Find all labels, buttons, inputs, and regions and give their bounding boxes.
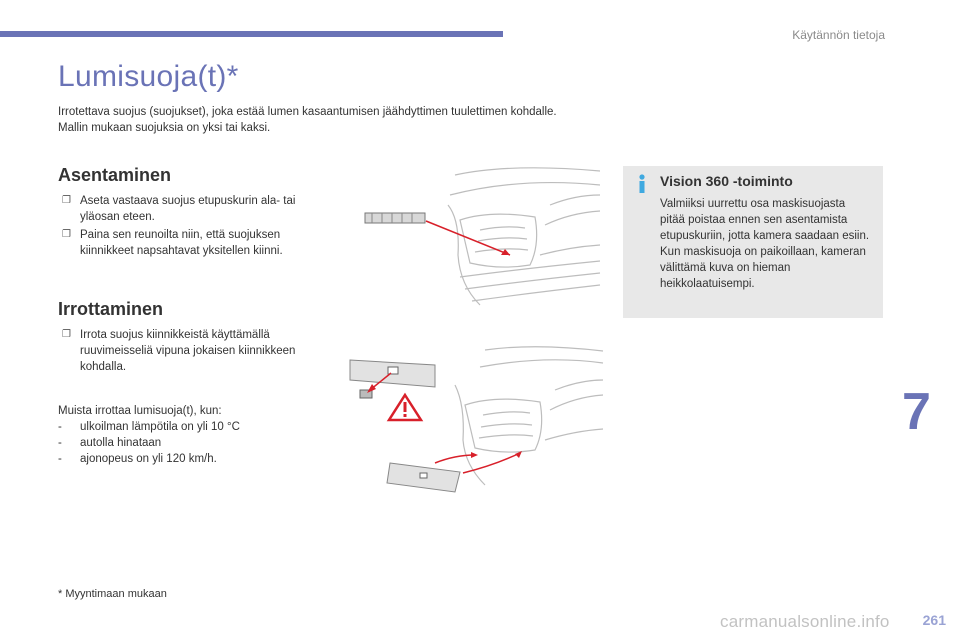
intro-line: Mallin mukaan suojuksia on yksi tai kaksi.: [58, 122, 271, 134]
square-bullet-icon: ❐: [62, 229, 71, 240]
step-text: Paina sen reunoilta niin, että suojuksen kiinnikkeet napsahtavat yksitellen kiinni.: [80, 229, 283, 257]
remove-step: [62, 327, 324, 375]
info-body: [660, 196, 872, 292]
step-text: Aseta vastaava suojus etupuskurin ala- tai yläosan eteen.: [80, 195, 296, 223]
footnote: * Myyntimaan mukaan: [58, 588, 167, 600]
square-bullet-icon: ❐: [62, 195, 71, 206]
snow-guard-part: [365, 213, 425, 223]
grille-panel: [350, 360, 435, 398]
conditions-list: [58, 403, 308, 467]
condition-item: - ajonopeus on yli 120 km/h.: [58, 453, 217, 465]
intro-text: [58, 104, 618, 136]
info-paragraph: Kun maskisuoja on paikoillaan, kameran välittämä kuva on hieman heikkolaatuisempi.: [660, 246, 866, 290]
section-header: Käytännön tietoja: [792, 28, 885, 42]
watermark: carmanualsonline.info: [720, 612, 890, 631]
page-title: Lumisuoja(t)*: [58, 60, 239, 93]
info-icon: [635, 174, 649, 194]
intro-line: Irrotettava suojus (suojukset), joka estää lumen kasaantumisen jäähdyttimen tuulettimen kohdalle.: [58, 106, 557, 118]
install-step: [62, 193, 324, 225]
chapter-number: 7: [902, 383, 931, 441]
remove-illustration: [345, 345, 605, 495]
step-text: Irrota suojus kiinnikkeistä käyttämällä ruuvimeisseliä vipuna jokaisen kiinnikkeen kohdalla.: [80, 329, 296, 373]
condition-item: - ulkoilman lämpötila on yli 10 °C: [58, 421, 240, 433]
conditions-intro: Muista irrottaa lumisuoja(t), kun:: [58, 405, 222, 417]
install-illustration: [360, 165, 602, 315]
condition-text: ajonopeus on yli 120 km/h.: [80, 453, 217, 465]
page-number: 261: [922, 612, 946, 628]
remove-steps: [62, 327, 324, 377]
remove-heading: Irrottaminen: [58, 299, 164, 319]
condition-text: autolla hinataan: [80, 437, 162, 449]
info-box: [623, 166, 883, 318]
install-heading: Asentaminen: [58, 165, 172, 185]
install-step: [62, 227, 324, 259]
install-steps: [62, 193, 324, 261]
condition-item: - autolla hinataan: [58, 437, 162, 449]
info-title: Vision 360 -toiminto: [660, 173, 793, 189]
top-accent-bar: [0, 31, 503, 37]
warning-triangle-icon: [389, 395, 421, 420]
snow-guard-part: [387, 463, 460, 492]
condition-text: ulkoilman lämpötila on yli 10 °C: [80, 421, 240, 433]
info-paragraph: Valmiiksi uurrettu osa maskisuojasta pitää poistaa ennen sen asentamista etupuskuriin, jotta kamera saadaan esiin.: [660, 198, 870, 242]
square-bullet-icon: ❐: [62, 329, 71, 340]
